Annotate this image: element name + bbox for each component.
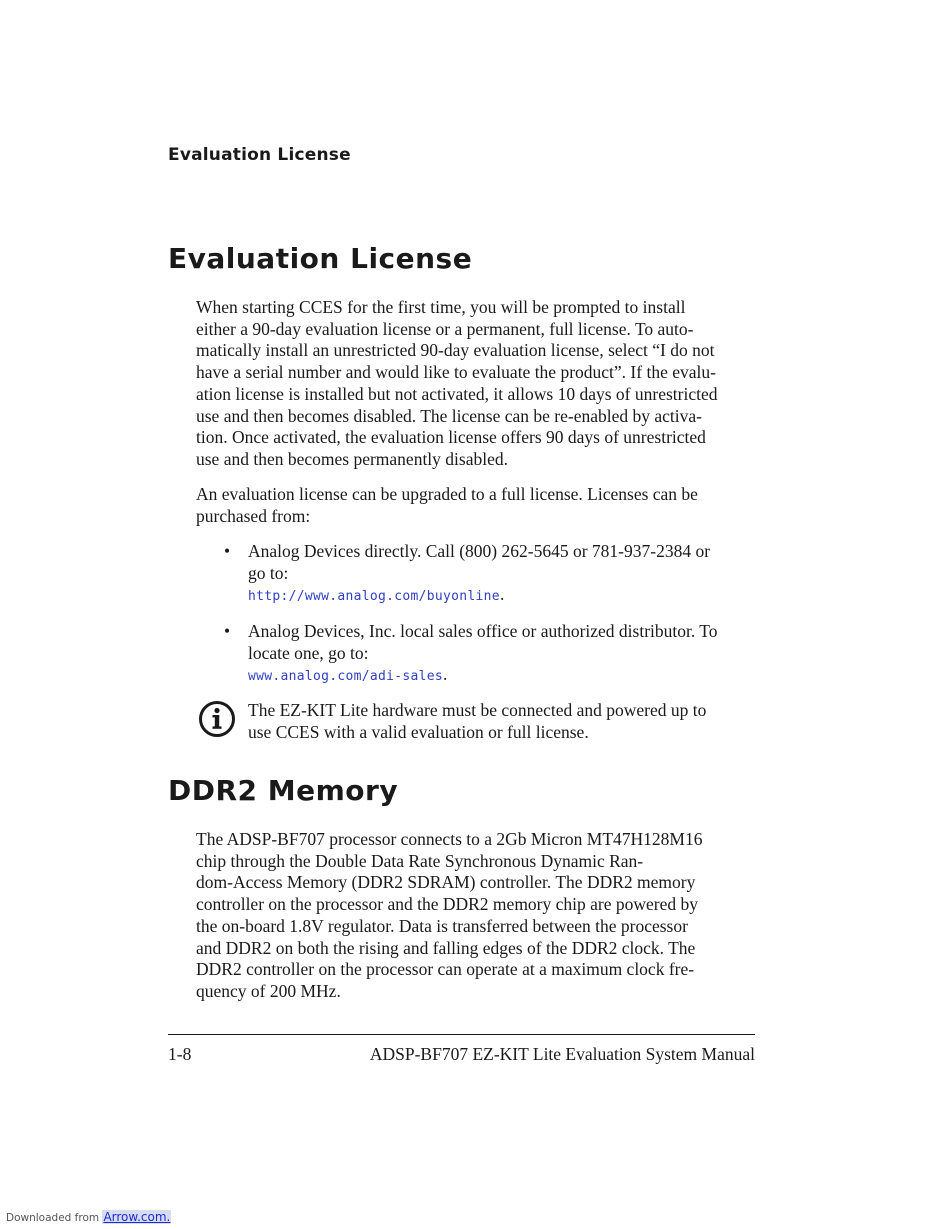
text-line: purchased from:: [196, 505, 311, 526]
text-line: use CCES with a valid evaluation or full license.: [248, 721, 589, 742]
text-line: locate one, go to:: [248, 642, 369, 663]
note-text: [248, 700, 758, 743]
download-watermark: [6, 1210, 171, 1224]
ddr2-paragraph: [196, 829, 756, 1003]
link-trailing-period: .: [499, 584, 505, 605]
purchase-options-list-2: [196, 621, 756, 688]
running-header: Evaluation License: [168, 145, 351, 165]
section-heading-evaluation-license: Evaluation License: [168, 242, 473, 275]
buyonline-link[interactable]: http://www.analog.com/buyonline: [248, 589, 500, 605]
evaluation-paragraph-2: [196, 484, 756, 527]
text-line: tion. Once activated, the evaluation license offers 90 days of unrestricted: [196, 427, 706, 448]
bullet-icon: •: [224, 541, 231, 561]
text-line: either a 90-day evaluation license or a permanent, full license. To auto-: [196, 318, 694, 339]
info-icon: [198, 700, 236, 738]
text-line: The EZ-KIT Lite hardware must be connected and powered up to: [248, 700, 707, 720]
text-line: dom-Access Memory (DDR2 SDRAM) controller. The DDR2 memory: [196, 872, 696, 893]
text-line: quency of 200 MHz.: [196, 980, 341, 1001]
list-item: [196, 621, 756, 688]
arrow-link[interactable]: Arrow.com.: [103, 1210, 171, 1224]
text-line: have a serial number and would like to evaluate the product”. If the evalu-: [196, 362, 716, 383]
text-line: When starting CCES for the first time, you will be prompted to install: [196, 297, 686, 317]
text-line: The ADSP-BF707 processor connects to a 2Gb Micron MT47H128M16: [196, 829, 703, 849]
text-line: matically install an unrestricted 90-day evaluation license, select “I do not: [196, 340, 715, 361]
evaluation-paragraph-1: [196, 297, 756, 471]
page-number: 1-8: [168, 1044, 192, 1064]
purchase-options-list: [196, 541, 756, 608]
text-line: ation license is installed but not activated, it allows 10 days of unrestricted: [196, 383, 718, 404]
text-line: Analog Devices, Inc. local sales office or authorized distributor. To: [248, 621, 718, 641]
text-line: An evaluation license can be upgraded to a full license. Licenses can be: [196, 484, 698, 504]
text-line: and DDR2 on both the rising and falling edges of the DDR2 clock. The: [196, 937, 696, 958]
text-line: controller on the processor and the DDR2 memory chip are powered by: [196, 894, 698, 915]
footer-divider: [168, 1034, 755, 1035]
adi-sales-link[interactable]: www.analog.com/adi-sales: [248, 669, 444, 685]
bullet-icon: •: [224, 621, 231, 641]
text-line: chip through the Double Data Rate Synchronous Dynamic Ran-: [196, 850, 644, 871]
manual-title: ADSP-BF707 EZ-KIT Lite Evaluation System Manual: [369, 1044, 755, 1064]
link-trailing-period: .: [443, 664, 448, 685]
text-line: go to:: [248, 562, 289, 583]
text-line: use and then becomes permanently disabled.: [196, 448, 508, 469]
watermark-prefix: Downloaded from: [6, 1212, 100, 1224]
text-line: DDR2 controller on the processor can operate at a maximum clock fre-: [196, 959, 695, 980]
text-line: the on-board 1.8V regulator. Data is transferred between the processor: [196, 915, 688, 936]
text-line: use and then becomes disabled. The license can be re-enabled by activa-: [196, 405, 702, 426]
section-heading-ddr2-memory: DDR2 Memory: [168, 774, 399, 807]
text-line: Analog Devices directly. Call (800) 262-5645 or 781-937-2384 or: [248, 541, 711, 561]
list-item: [196, 541, 756, 608]
